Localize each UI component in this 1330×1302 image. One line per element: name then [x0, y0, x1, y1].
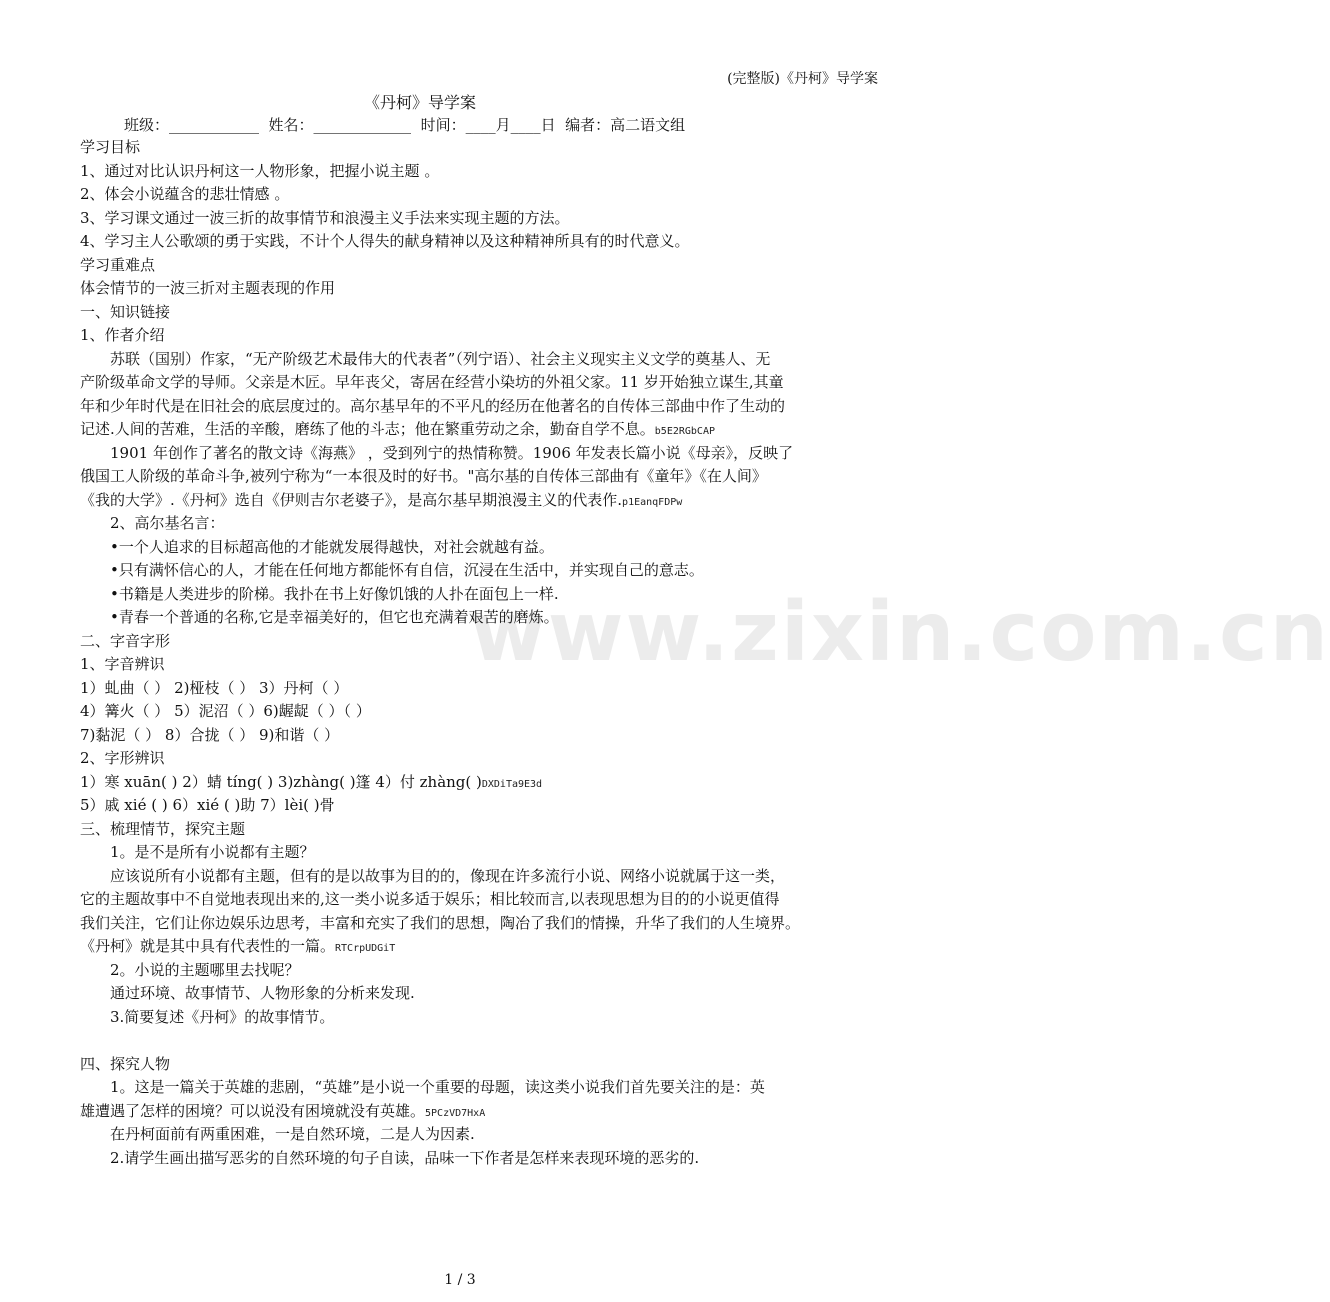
text-line	[80, 136, 880, 158]
text-line	[80, 771, 880, 796]
text-line	[80, 724, 880, 746]
text-line-content: 记述.人间的苦难，生活的辛酸，磨练了他的斗志；他在繁重劳动之余，勤奋自学不息。	[80, 420, 655, 438]
text-line	[80, 1053, 880, 1075]
text-line	[80, 794, 880, 816]
text-line-content: 雄遭遇了怎样的困境？可以说没有困境就没有英雄。	[80, 1101, 426, 1120]
text-line-content: 2、字形辨识	[80, 749, 165, 767]
text-line-content: 三、梳理情节，探究主题	[80, 819, 246, 838]
text-line-content: 产阶级革命文学的导师。父亲是木匠。早年丧父，寄居在经营小染坊的外祖父家。11 岁开始独立谋生,其童	[80, 373, 784, 391]
text-line	[80, 959, 880, 981]
text-line-content: 体会情节的一波三折对主题表现的作用	[80, 279, 336, 297]
text-line	[80, 465, 880, 487]
text-line-content: 5）戚 xié ( ) 6）xié ( )助 7）lèi( )骨	[80, 796, 335, 814]
text-line	[80, 207, 880, 229]
text-line-content: 1901 年创作了著名的散文诗《海燕》 ，受到列宁的热情称赞。1906 年发表长篇小说《母亲》，反映了	[110, 443, 794, 462]
text-line-content: 四、探究人物	[80, 1054, 171, 1073]
text-line-content: 《丹柯》就是其中具有代表性的一篇。	[80, 937, 336, 955]
reference-code: 5PCzVD7HxA	[425, 1107, 486, 1119]
watermark: www.zixin.com.cn	[470, 585, 1330, 680]
text-line-content: 应该说所有小说都有主题，但有的是以故事为目的的，像现在许多流行小说、网络小说就属于这一类，	[110, 866, 786, 885]
text-line-content: 1、作者介绍	[80, 326, 165, 344]
text-line	[80, 371, 880, 393]
text-line-content: 一、知识链接	[80, 302, 171, 321]
text-line-content: 学习重难点	[80, 255, 156, 274]
text-line	[80, 841, 880, 863]
reference-code: RTCrpUDGiT	[335, 943, 396, 954]
text-line-content: 3、学习课文通过一波三折的故事情节和浪漫主义手法来实现主题的方法。	[80, 208, 570, 227]
text-line	[80, 1076, 880, 1098]
text-line-content: 《我的大学》.《丹柯》选自《伊则吉尔老婆子》，是高尔基早期浪漫主义的代表作.	[80, 490, 623, 509]
text-line	[80, 559, 880, 581]
text-line-content: 1）寒 xuān( ) 2）蜻 tíng( ) 3)zhàng( )篷 4）付 zhàng( )	[80, 772, 482, 791]
text-line	[80, 653, 880, 675]
text-line	[80, 1100, 880, 1125]
text-line	[80, 230, 880, 252]
text-line	[80, 606, 880, 628]
text-line	[80, 700, 880, 722]
text-line	[80, 254, 880, 276]
text-line	[80, 747, 880, 769]
text-line-content: 1、字音辨识	[80, 655, 165, 673]
text-line-content: 3.简要复述《丹柯》的故事情节。	[110, 1007, 335, 1026]
text-line-content: 2、高尔基名言：	[110, 514, 225, 532]
text-line-content: 1）虬曲（ ） 2)桠枝（ ） 3）丹柯（ ）	[80, 678, 349, 697]
text-line-content: 俄国工人阶级的革命斗争,被列宁称为“一本很及时的好书。"高尔基的自传体三部曲有《童年》《在人间》	[80, 467, 767, 485]
text-line-content: 学习目标	[80, 138, 141, 156]
text-line-content: •一个人追求的目标超高他的才能就发展得越快，对社会就越有益。	[110, 537, 554, 556]
text-line-content: •书籍是人类进步的阶梯。我扑在书上好像饥饿的人扑在面包上一样.	[110, 584, 559, 603]
text-line	[80, 536, 880, 558]
text-line-content: 1、通过对比认识丹柯这一人物形象，把握小说主题 。	[80, 161, 440, 180]
reference-code: DXDiTa9E3d	[481, 778, 543, 790]
text-line	[80, 583, 880, 605]
text-line-content: •青春一个普通的名称,它是幸福美好的，但它也充满着艰苦的磨炼。	[110, 608, 559, 626]
text-line	[80, 324, 880, 346]
text-line	[80, 865, 880, 887]
text-line	[80, 935, 880, 960]
text-line	[80, 418, 880, 443]
text-line-content: •只有满怀信心的人，才能在任何地方都能怀有自信，沉浸在生活中，并实现自己的意志。	[110, 561, 704, 579]
text-line	[80, 677, 880, 699]
text-line	[80, 818, 880, 840]
text-line	[80, 912, 880, 934]
text-line	[80, 160, 880, 182]
text-line	[80, 888, 880, 910]
text-line-content: 1。是不是所有小说都有主题？	[110, 843, 315, 861]
text-line	[80, 277, 880, 299]
text-line	[80, 630, 880, 652]
class-info-line: 班级：____________ 姓名：_____________ 时间：____月____日 编者：高二语文组	[124, 116, 686, 134]
running-header: (完整版)《丹柯》导学案	[727, 71, 878, 87]
text-line-content: 苏联（国别）作家，“无产阶级艺术最伟大的代表者”（列宁语）、社会主义现实主义文学的奠基人、无	[110, 349, 771, 368]
text-line-content: 7)黏泥（ ） 8）合拢（ ） 9)和谐（ ）	[80, 725, 340, 744]
text-line	[80, 183, 880, 205]
text-line	[80, 512, 880, 534]
text-line-content: 2、体会小说蕴含的悲壮情感 。	[80, 185, 290, 203]
text-line	[80, 982, 880, 1004]
text-line	[80, 395, 880, 417]
text-line-content: 2.请学生画出描写恶劣的自然环境的句子自读，品味一下作者是怎样来表现环境的恶劣的.	[110, 1148, 700, 1167]
text-line	[80, 1123, 880, 1145]
reference-code: p1EanqFDPw	[622, 496, 683, 508]
text-line	[80, 348, 880, 370]
document-title: 《丹柯》导学案	[363, 93, 476, 112]
reference-code: b5E2RGbCAP	[654, 426, 715, 437]
text-line-content: 它的主题故事中不自觉地表现出来的,这一类小说多适于娱乐；相比较而言,以表现思想为目的的小说更值得	[80, 890, 780, 908]
text-line	[80, 442, 880, 464]
text-line-content: 2。小说的主题哪里去找呢？	[110, 960, 300, 979]
text-line-content: 年和少年时代是在旧社会的底层度过的。高尔基早年的不平凡的经历在他著名的自传体三部曲中作了生动的	[80, 396, 786, 415]
text-line-content: 通过环境、故事情节、人物形象的分析来发现.	[110, 984, 415, 1002]
text-line	[80, 489, 880, 514]
text-line-content: 在丹柯面前有两重困难，一是自然环境，二是人为因素.	[110, 1125, 475, 1143]
text-line-content: 4）篝火（ ） 5）泥沼（ ）6)龌龊（ ）（ ）	[80, 702, 371, 720]
page-number: 1 / 3	[444, 1272, 476, 1288]
text-line-content: 二、字音字形	[80, 631, 171, 650]
text-line	[80, 1006, 880, 1028]
text-line	[80, 1147, 880, 1169]
text-line-content: 1。这是一篇关于英雄的悲剧，“英雄”是小说一个重要的母题，读这类小说我们首先要关注的是：英	[110, 1078, 765, 1096]
text-line	[80, 301, 880, 323]
text-line-content: 我们关注，它们让你边娱乐边思考，丰富和充实了我们的思想，陶冶了我们的情操，升华了我们的人生境界。	[80, 913, 801, 932]
text-line-content: 4、学习主人公歌颂的勇于实践，不计个人得失的献身精神以及这种精神所具有的时代意义。	[80, 232, 690, 250]
